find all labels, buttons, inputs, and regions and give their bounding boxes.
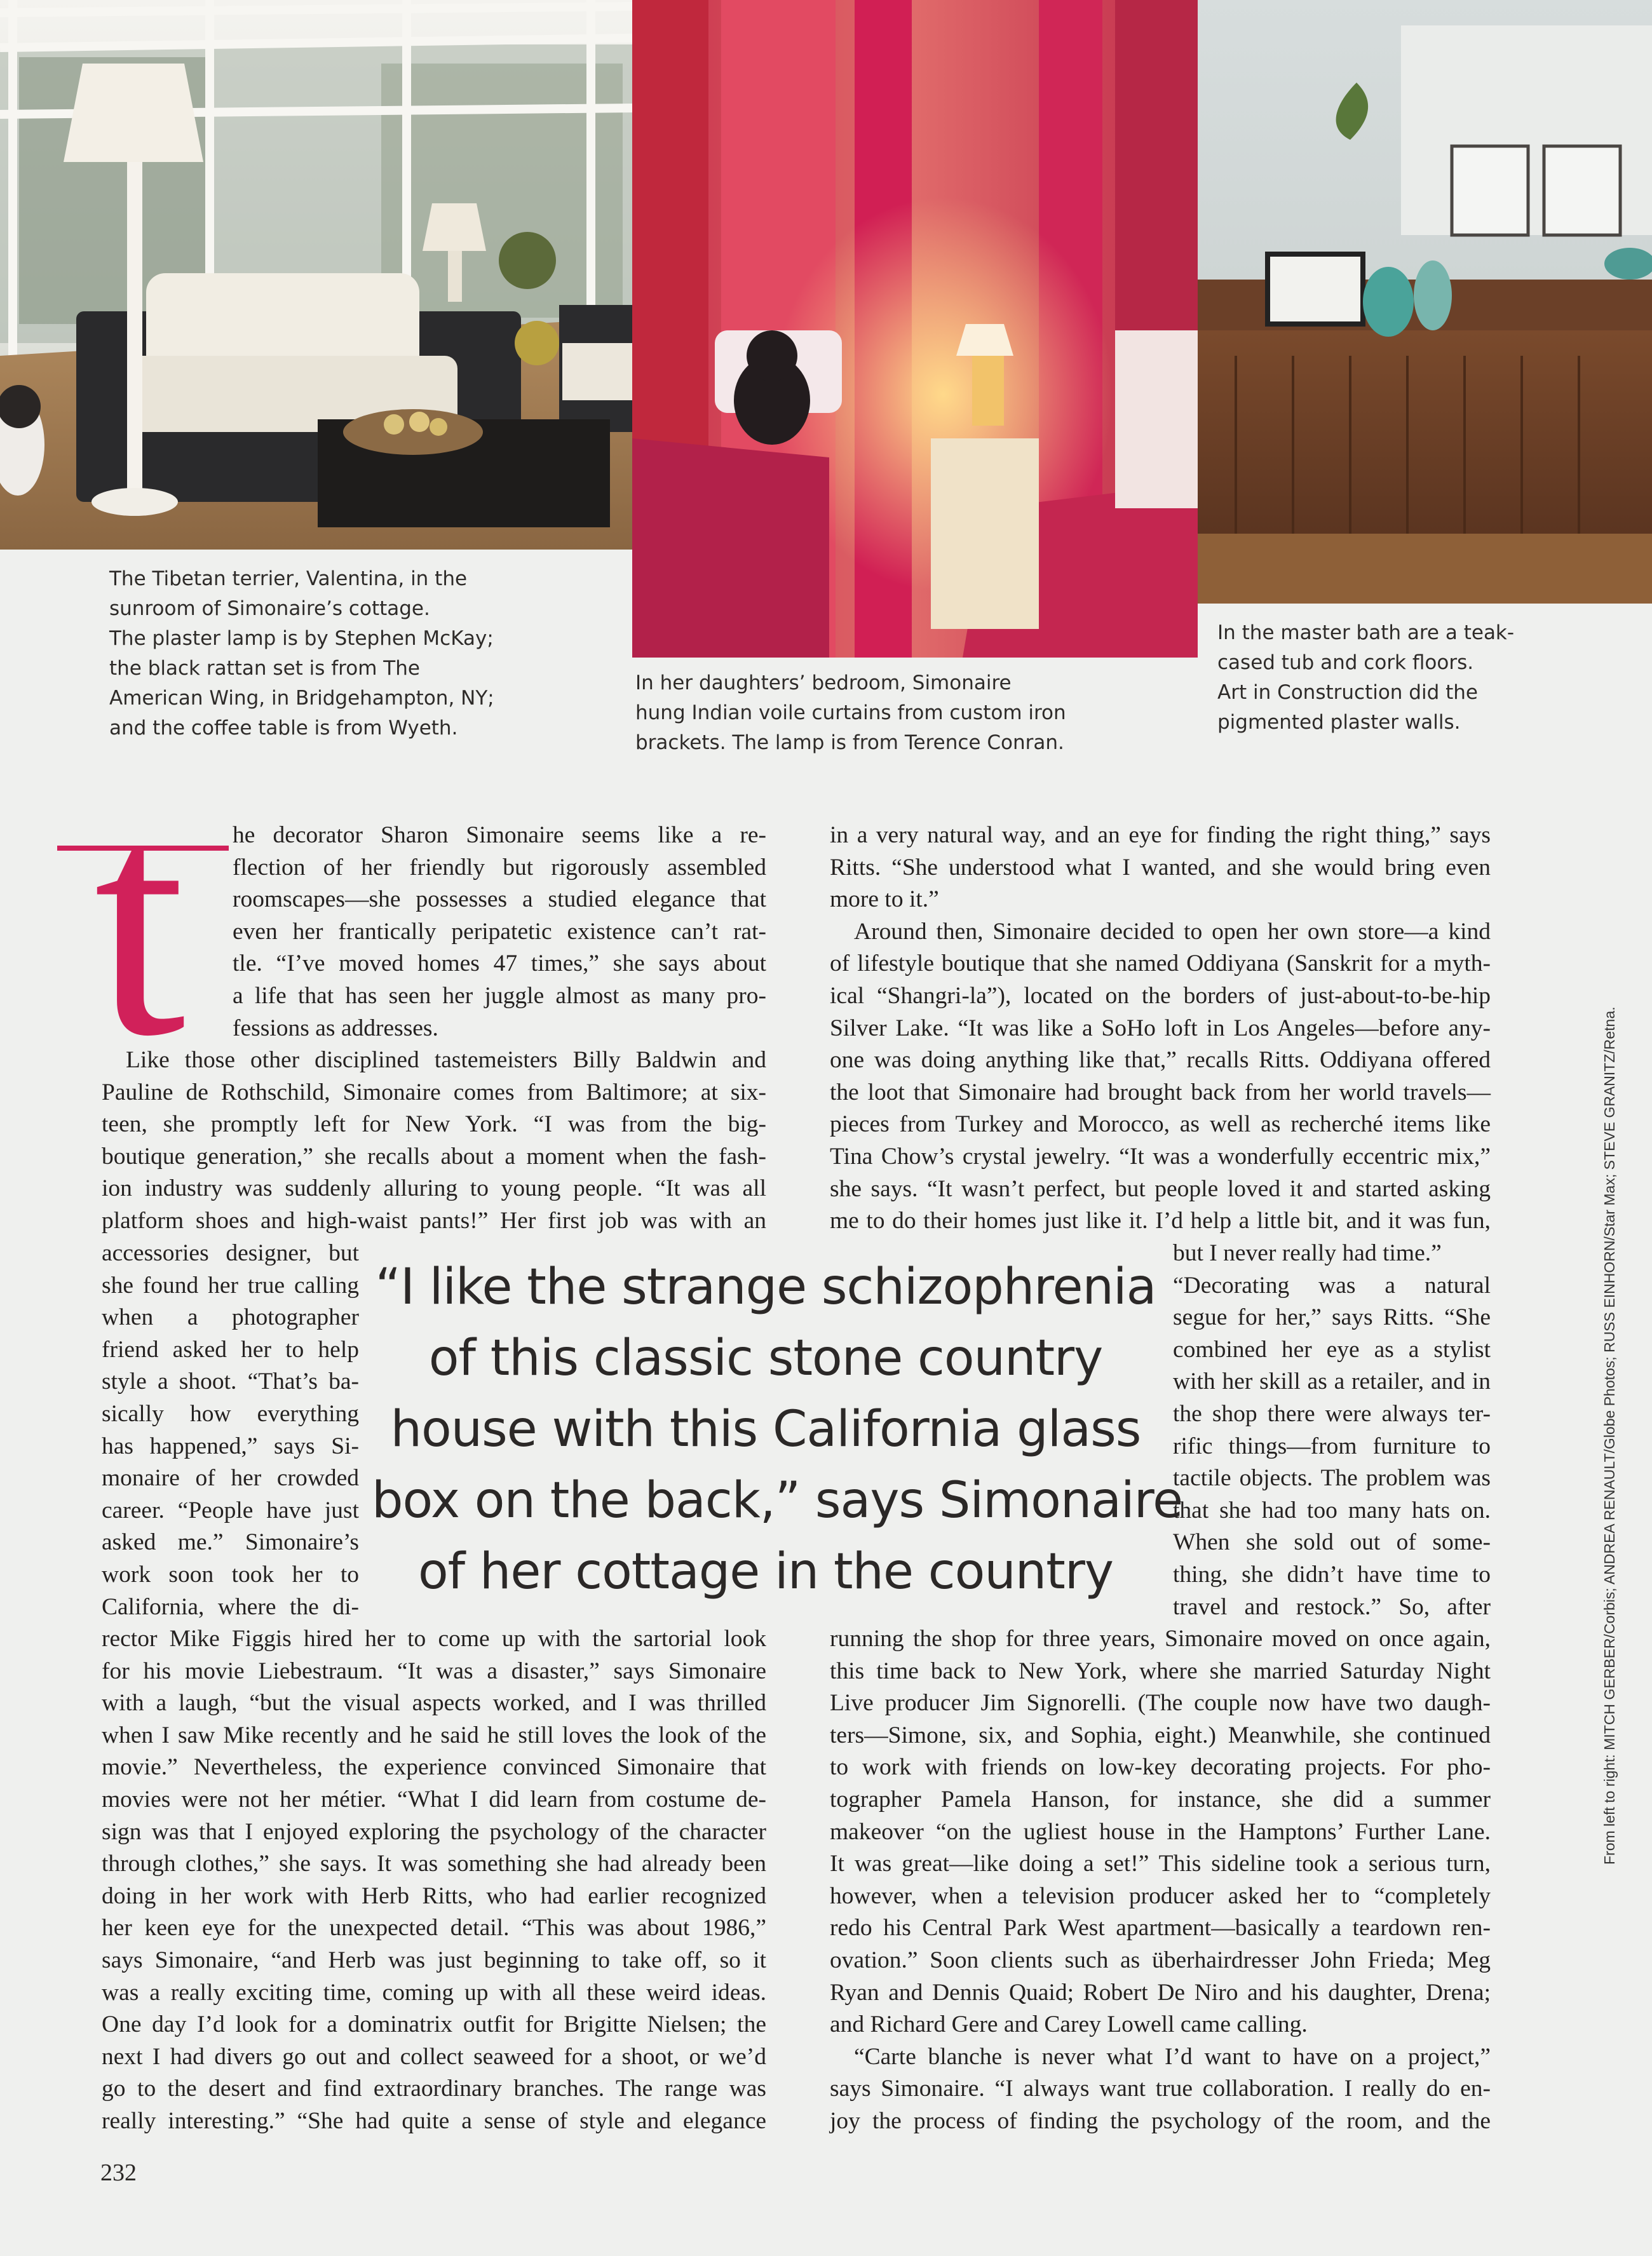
page-number: 232	[100, 2159, 137, 2186]
body-line: me to do their homes just like it. I’d help a little bit, and it was fun,	[830, 1208, 1491, 1234]
caption-line: pigmented plaster walls.	[1217, 711, 1461, 734]
body-line: this time back to New York, where she married Saturday Night	[830, 1658, 1491, 1684]
caption-line: brackets. The lamp is from Terence Conran.	[635, 731, 1064, 754]
body-line: however, when a television producer asked her to “completely	[830, 1882, 1491, 1909]
body-line: Like those other disciplined tastemeisters Billy Baldwin and	[126, 1047, 766, 1073]
body-line: teen, she promptly left for New York. “I was from the big-	[102, 1111, 766, 1138]
body-line: the shop there were always ter-	[1173, 1400, 1491, 1427]
body-line: “Decorating was a natural	[1173, 1272, 1491, 1299]
body-line: says Simonaire, “and Herb was just beginning to take off, so it	[102, 1947, 766, 1973]
body-line: It was great—like doing a set!” This sideline took a serious turn,	[830, 1851, 1491, 1877]
pull-quote-line: box on the back,” says Simonaire	[372, 1472, 1183, 1529]
body-line: When she sold out of some-	[1173, 1529, 1491, 1556]
body-line: friend asked her to help	[102, 1336, 359, 1363]
body-line: go to the desert and find extraordinary branches. The range was	[102, 2076, 766, 2102]
body-line: of lifestyle boutique that she named Oddiyana (Sanskrit for a myth-	[830, 950, 1491, 977]
body-line: Ritts. “She understood what I wanted, and she would bring even	[830, 854, 1491, 881]
bath-photo	[1198, 0, 1652, 604]
body-line: tographer Pamela Hanson, for instance, she did a summer	[830, 1786, 1491, 1813]
body-line: says Simonaire. “I always want true collaboration. I really do en-	[830, 2076, 1491, 2102]
body-line: with a laugh, “but the visual aspects worked, and I was thrilled	[102, 1690, 766, 1717]
body-line: ters—Simone, six, and Sophia, eight.) Meanwhile, she continued	[830, 1722, 1491, 1748]
column-1-top	[233, 820, 766, 1044]
caption-line: hung Indian voile curtains from custom iron	[635, 701, 1066, 724]
column-2-top	[830, 820, 1491, 1238]
body-line: work soon took her to	[102, 1561, 359, 1588]
body-line: combined her eye as a stylist	[1173, 1336, 1491, 1363]
body-line: travel and restock.” So, after	[1173, 1593, 1491, 1620]
body-line: asked me.” Simonaire’s	[102, 1529, 359, 1556]
body-line: movie.” Nevertheless, the experience convinced Simonaire that	[102, 1754, 766, 1781]
body-line: was a really exciting time, coming up with all these weird ideas.	[102, 1979, 766, 2006]
body-line: career. “People have just	[102, 1497, 359, 1523]
body-line: more to it.”	[830, 886, 939, 913]
body-line: Ryan and Dennis Quaid; Robert De Niro and his daughter, Drena;	[830, 1979, 1491, 2006]
caption-bedroom	[635, 668, 1066, 758]
caption-line: American Wing, in Bridgehampton, NY;	[109, 687, 494, 710]
body-line: and Richard Gere and Carey Lowell came calling.	[830, 2011, 1308, 2038]
body-line: when a photographer	[102, 1304, 359, 1331]
body-line: she says. “It wasn’t perfect, but people loved it and started asking	[830, 1175, 1491, 1202]
body-line: platform shoes and high-waist pants!” Her first job was with an	[102, 1207, 766, 1234]
body-line: next I had divers go out and collect seaweed for a shoot, or we’d	[102, 2043, 766, 2070]
column-1-bottom	[102, 1623, 766, 2138]
pull-quote-line: of this classic stone country	[428, 1330, 1103, 1387]
body-line: movies were not her métier. “What I did learn from costume de-	[102, 1786, 766, 1813]
body-line: boutique generation,” she recalls about a moment when the fash-	[102, 1143, 766, 1170]
caption-line: cased tub and cork floors.	[1217, 651, 1474, 674]
caption-line: The Tibetan terrier, Valentina, in the	[109, 567, 468, 590]
body-line: makeover “on the ugliest house in the Hamptons’ Further Lane.	[830, 1818, 1491, 1845]
body-line: he decorator Sharon Simonaire seems like a re-	[233, 822, 766, 848]
pull-quote-line: house with this California glass	[390, 1401, 1141, 1458]
body-line: California, where the di-	[102, 1593, 359, 1620]
caption-line: and the coffee table is from Wyeth.	[109, 717, 458, 740]
body-line: to work with friends on low-key decorating projects. For pho-	[830, 1754, 1491, 1781]
column-1-narrow	[102, 1238, 359, 1623]
pull-quote-line: “I like the strange schizophrenia	[375, 1259, 1156, 1316]
drop-cap	[57, 772, 241, 1045]
body-line: one was doing anything like that,” recalls Ritts. Oddiyana offered	[830, 1047, 1491, 1074]
body-line: sically how everything	[102, 1400, 359, 1427]
body-line: running the shop for three years, Simonaire moved on once again,	[830, 1626, 1491, 1652]
bedroom-photo	[632, 0, 1198, 658]
body-line: Pauline de Rothschild, Simonaire comes from Baltimore; at six-	[102, 1079, 766, 1105]
body-line: Live producer Jim Signorelli. (The couple now have two daugh-	[830, 1690, 1491, 1717]
body-line: tle. “I’ve moved homes 47 times,” she says about	[233, 950, 766, 977]
body-line: that she had too many hats on.	[1173, 1497, 1491, 1523]
body-line: ion industry was suddenly alluring to young people. “It was all	[102, 1175, 766, 1202]
sunroom-photo	[0, 0, 632, 550]
body-line: when I saw Mike recently and he said he still loves the look of the	[102, 1722, 766, 1748]
body-line: through clothes,” she says. It was something she had already been	[102, 1851, 766, 1877]
body-line: with her skill as a retailer, and in	[1173, 1368, 1491, 1395]
body-line: the loot that Simonaire had brought back from her world travels—	[830, 1079, 1491, 1105]
body-line: roomscapes—she possesses a studied elegance that	[233, 886, 766, 913]
pull-quote	[372, 1252, 1183, 1607]
caption-line: Art in Construction did the	[1217, 681, 1479, 704]
body-line: fessions as addresses.	[233, 1015, 438, 1041]
body-line: for his movie Liebestraum. “It was a disaster,” says Simonaire	[102, 1658, 766, 1684]
drop-cap-letter: t	[93, 772, 186, 1045]
column-1-mid	[102, 1044, 766, 1238]
body-line: segue for her,” says Ritts. “She	[1173, 1304, 1491, 1331]
body-line: tactile objects. The problem was	[1173, 1465, 1491, 1492]
body-line: she found her true calling	[102, 1272, 359, 1299]
body-line: ovation.” Soon clients such as überhairdresser John Frieda; Meg	[830, 1947, 1491, 1973]
body-line: doing in her work with Herb Ritts, who had earlier recognized	[102, 1882, 766, 1909]
body-line: Silver Lake. “It was like a SoHo loft in Los Angeles—before any-	[830, 1015, 1491, 1041]
body-line: rector Mike Figgis hired her to come up with the sartorial look	[102, 1626, 766, 1652]
body-line: really interesting.” “She had quite a sense of style and elegance	[102, 2107, 766, 2134]
body-line: has happened,” says Si-	[102, 1433, 359, 1459]
body-line: Around then, Simonaire decided to open her own store—a kind	[854, 918, 1491, 945]
body-line: “Carte blanche is never what I’d want to have on a project,”	[854, 2043, 1491, 2070]
body-line: rific things—from furniture to	[1173, 1433, 1491, 1459]
body-line: joy the process of finding the psychology of the room, and the	[830, 2107, 1491, 2134]
caption-line: the black rattan set is from The	[109, 657, 420, 680]
caption-line: In the master bath are a teak-	[1217, 621, 1515, 644]
body-line: accessories designer, but	[102, 1240, 359, 1266]
body-line: her keen eye for the unexpected detail. “This was about 1986,”	[102, 1915, 766, 1942]
body-line: even her frantically peripatetic existence can’t rat-	[233, 918, 766, 945]
body-line: One day I’d look for a dominatrix outfit for Brigitte Nielsen; the	[102, 2011, 766, 2038]
body-line: a life that has seen her juggle almost as many pro-	[233, 982, 766, 1009]
caption-line: In her daughters’ bedroom, Simonaire	[635, 672, 1012, 694]
body-line: in a very natural way, and an eye for finding the right thing,” says	[830, 822, 1491, 848]
photo-credit: From left to right: MITCH GERBER/Corbis; ANDREA RENAULT/Globe Photos; RUSS EINHORN/Star Max; STEVE GRANITZ/Retna.	[1601, 1006, 1618, 1865]
caption-line: The plaster lamp is by Stephen McKay;	[109, 627, 494, 650]
body-line: redo his Central Park West apartment—basically a teardown ren-	[830, 1915, 1491, 1942]
body-line: thing, she didn’t have time to	[1173, 1561, 1491, 1588]
column-2-narrow	[1173, 1238, 1491, 1623]
body-line: Tina Chow’s crystal jewelry. “It was a wonderfully eccentric mix,”	[830, 1143, 1491, 1170]
body-line: style a shoot. “That’s ba-	[102, 1368, 359, 1395]
body-line: pieces from Turkey and Morocco, as well as recherché items like	[830, 1111, 1491, 1138]
pull-quote-line: of her cottage in the country	[417, 1543, 1114, 1600]
body-line: flection of her friendly but rigorously assembled	[233, 854, 766, 881]
body-line: ical “Shangri-la”), located on the borders of just-about-to-be-hip	[830, 982, 1491, 1009]
body-line: monaire of her crowded	[102, 1465, 359, 1492]
column-2-bottom	[830, 1623, 1491, 2138]
caption-sunroom	[109, 564, 494, 743]
body-line: sign was that I enjoyed exploring the psychology of the character	[102, 1818, 766, 1845]
body-line: but I never really had time.”	[1173, 1240, 1442, 1266]
caption-line: sunroom of Simonaire’s cottage.	[109, 597, 430, 620]
caption-bath	[1217, 618, 1514, 738]
